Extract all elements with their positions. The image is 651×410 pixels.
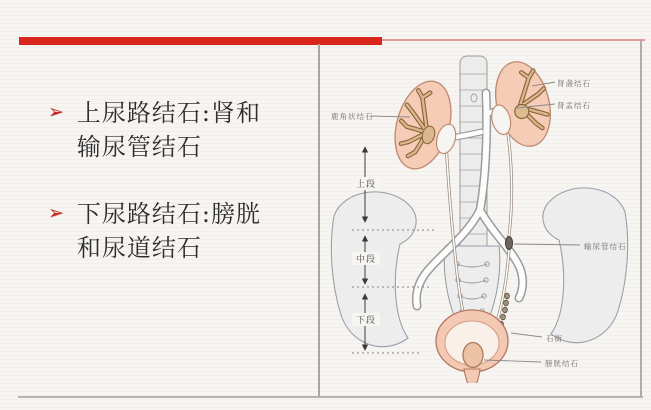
bullet-item-upper-tract — [48, 96, 308, 164]
bullet-text: 下尿路结石:膀胱和尿道结石 — [76, 200, 262, 262]
bullet-list — [48, 96, 308, 298]
segment-label-middle: 中段 — [352, 252, 380, 265]
label-staghorn-stone: 鹿角状结石 — [331, 112, 374, 121]
bullet-arrow-icon: ➢ — [48, 101, 64, 123]
label-bladder-stone: 膀胱结石 — [545, 359, 579, 368]
left-kidney-graphic — [386, 75, 469, 178]
bullet-arrow-icon: ➢ — [48, 202, 64, 224]
bladder-graphic — [436, 310, 508, 383]
bullet-item-lower-tract — [48, 197, 308, 265]
label-steinstrasse: 石街 — [546, 334, 563, 343]
bullet-text: 上尿路结石:肾和输尿管结石 — [76, 99, 262, 161]
ureter-stone-graphic — [505, 237, 512, 250]
segment-label-lower: 下段 — [352, 313, 380, 326]
label-ureter-stone: 输尿管结石 — [584, 242, 627, 251]
slide-bottom-rule — [18, 396, 643, 398]
label-renal-pelvis-stone: 肾盂结石 — [557, 101, 591, 110]
urinary-tract-diagram — [318, 38, 641, 383]
bladder-stone-graphic — [463, 343, 483, 368]
segment-label-upper: 上段 — [352, 177, 380, 190]
label-renal-calyx-stone: 肾盏结石 — [557, 79, 591, 88]
